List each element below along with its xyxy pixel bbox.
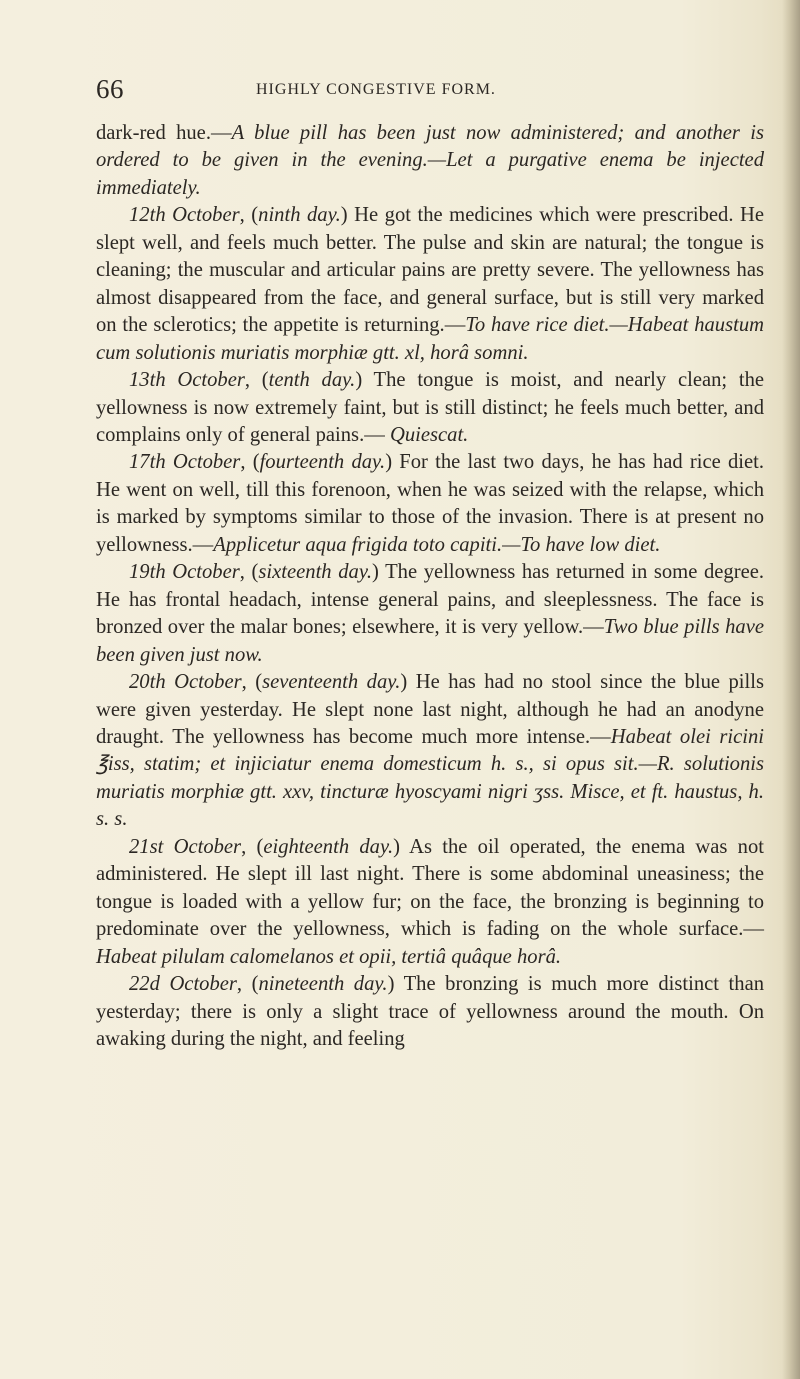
italic-text: Applicetur aqua frigida toto capiti.—To have low diet. [213, 533, 661, 556]
page-gutter-shadow [782, 0, 800, 1379]
paragraph-oct-21 [96, 834, 764, 971]
paragraph-oct-12 [96, 202, 764, 367]
italic-text: Habeat pilulam calomelanos et opii, tertiâ quâque horâ. [96, 945, 562, 968]
paragraph-oct-13 [96, 367, 764, 449]
roman-text: , ( [239, 561, 259, 584]
italic-text: ninth day. [258, 204, 341, 227]
italic-text: Quiescat. [389, 423, 469, 446]
italic-text: 22d October [129, 973, 237, 996]
italic-text: A blue pill has been just now administered; and another is ordered to be given in the evening.—Let a purgative enema be injected immediately. [96, 122, 765, 199]
roman-text: ) As the oil operated, the enema was not administered. He slept ill last night. There is some abdominal uneasiness; the tongue is loaded with a yellow fur; on the face, the bronzing is beginning to predominate over the yellowness, which is fading on the whole surface.— [96, 835, 764, 941]
italic-text: To have rice diet.—Habeat haustum cum solutionis muriatis morphiæ gtt. xl, horâ somni. [96, 314, 764, 364]
italic-text: 21st October [129, 835, 242, 858]
roman-text: ) The bronzing is much more distinct than yesterday; there is only a slight trace of yellowness around the mouth. On awaking during the night, and feeling [96, 973, 765, 1050]
italic-text: Habeat olei ricini ℥iss, statim; et injiciatur enema domesticum h. s., si opus sit.—R. solutionis muriatis morphiæ gtt. xxv, tincturæ hyoscyami nigri ʒss. Misce, et ft. haustus, h. s. s. [96, 725, 764, 831]
italic-text: sixteenth day. [258, 561, 372, 584]
italic-text: seventeenth day. [262, 671, 401, 694]
page-number: 66 [96, 74, 124, 104]
italic-text: Two blue pills have been given just now. [96, 616, 764, 666]
roman-text: , ( [241, 671, 263, 694]
italic-text: fourteenth day. [259, 451, 386, 474]
paragraph-oct-19 [96, 559, 764, 669]
roman-text: , ( [239, 204, 259, 227]
paragraph-continuation [96, 120, 764, 202]
running-head: HIGHLY CONGESTIVE FORM. [256, 81, 496, 98]
roman-text: , ( [236, 973, 259, 996]
roman-text: ) For the last two days, he has had rice diet. He went on well, till this forenoon, when he was seized with the relapse, which is marked by symptoms similar to those of the invasion. There is at present no yellowness.— [96, 451, 764, 556]
roman-text: dark-red hue.— [96, 122, 232, 144]
roman-text: , ( [241, 835, 264, 858]
roman-text: ) He got the medicines which were prescribed. He slept well, and feels much better. The pulse and skin are natural; the tongue is cleaning; the muscular and articular pains are pretty severe. The yellowness has almost disappeared from the face, and general surface, but is still very marked on the sclerotics; the appetite is returning.— [96, 204, 765, 337]
italic-text: 12th October [129, 204, 240, 227]
roman-text: ) He has had no stool since the blue pills were given yesterday. He slept none last night, although he had an anodyne draught. The yellowness has become much more intense.— [96, 671, 764, 748]
page-header [96, 74, 764, 104]
roman-text: , ( [240, 451, 260, 474]
roman-text: ) The tongue is moist, and nearly clean; the yellowness is now extremely faint, but is still distinct; he feels much better, and complains only of general pains.— [96, 369, 765, 446]
paragraph-oct-20 [96, 669, 764, 834]
italic-text: 13th October [129, 369, 245, 392]
italic-text: tenth day. [268, 369, 356, 392]
italic-text: nineteenth day. [258, 973, 388, 996]
paragraph-oct-17 [96, 449, 764, 559]
italic-text: 19th October [129, 561, 240, 584]
paragraph-oct-22 [96, 971, 764, 1053]
italic-text: eighteenth day. [263, 835, 394, 858]
italic-text: 20th October [129, 671, 242, 694]
roman-text: ) The yellowness has returned in some degree. He has frontal headach, intense general pains, and sleeplessness. The face is bronzed over the malar bones; elsewhere, it is very yellow.— [96, 561, 764, 639]
italic-text: 17th October [129, 451, 241, 474]
roman-text: , ( [244, 369, 269, 392]
case-notes-text [96, 120, 764, 1053]
